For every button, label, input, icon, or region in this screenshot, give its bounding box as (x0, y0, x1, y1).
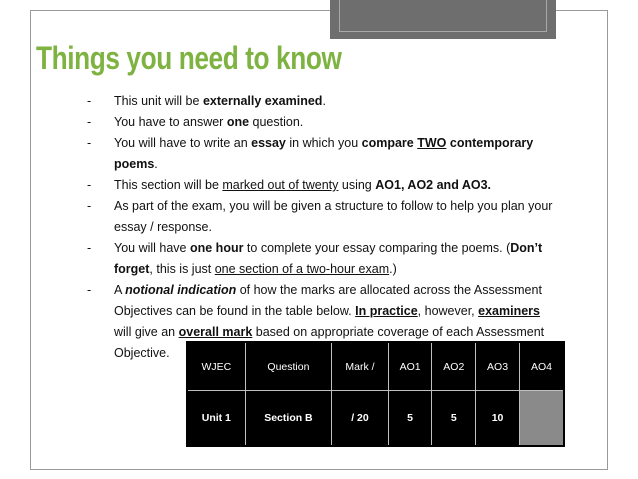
table-header-row (187, 342, 564, 391)
bullet-item (87, 133, 557, 175)
bullet-text: marked out of twenty (222, 178, 339, 192)
bullet-item (87, 196, 557, 238)
bullet-text: will give an (114, 325, 179, 339)
bullet-text: question. (249, 115, 304, 129)
bullet-text: This section will be (114, 178, 223, 192)
bullet-dash: - (87, 178, 92, 192)
bullet-text: essay (251, 136, 286, 150)
cell-unit: Unit 1 (187, 391, 245, 446)
cell-mark: / 20 (332, 391, 388, 446)
bullet-text: to complete your essay comparing the poems. ( (243, 241, 511, 255)
bullet-list (87, 91, 557, 364)
bullet-text: . (322, 94, 326, 108)
bullet-dash: - (87, 283, 92, 297)
bullet-text: compare (361, 136, 414, 150)
bullet-dash: - (87, 241, 92, 255)
bullet-text: examiners (478, 304, 540, 318)
bullet-text: one section of a two-hour exam (214, 262, 390, 276)
bullet-text: . (154, 157, 158, 171)
bullet-item (87, 175, 557, 196)
bullet-text: As part of the exam, you will be given a structure to follow to help you plan your essay / response. (114, 199, 553, 234)
header-ao1: AO1 (388, 342, 432, 391)
bullet-text: In practice (355, 304, 418, 318)
bullet-dash: - (87, 136, 92, 150)
bullet-text: one (226, 115, 250, 129)
bullet-item (87, 238, 557, 280)
bullet-item (87, 91, 557, 112)
bullet-text: overall mark (178, 325, 253, 339)
bullet-text: .) (389, 262, 397, 276)
bullet-text: , this is just (149, 262, 215, 276)
bullet-text: A (114, 283, 126, 297)
bullet-dash: - (87, 115, 92, 129)
cell-ao4 (519, 391, 564, 446)
bullet-text: AO1, AO2 and AO3. (375, 178, 492, 192)
header-decoration-inner (339, 0, 547, 32)
bullet-text: of how the marks are allocated across the Assessment Objectives can be found in the table below. (114, 283, 542, 318)
assessment-table (186, 341, 565, 447)
header-mark: Mark / (332, 342, 388, 391)
header-ao2: AO2 (432, 342, 476, 391)
cell-question: Section B (245, 391, 332, 446)
bullet-dash: - (87, 199, 92, 213)
bullet-text: This unit will be (114, 94, 203, 108)
bullet-item (87, 112, 557, 133)
bullet-text: Don’t forget (114, 241, 543, 276)
bullet-text: TWO (417, 136, 447, 150)
slide-title: Things you need to know (36, 40, 342, 76)
bullet-dash: - (87, 94, 92, 108)
bullet-text: You will have (114, 241, 190, 255)
cell-ao2: 5 (432, 391, 476, 446)
table-row (187, 391, 564, 446)
bullet-text: based on appropriate coverage of each Assessment Objective. (114, 325, 545, 360)
bullet-text: You will have to write an (114, 136, 252, 150)
bullet-text: You have to answer (114, 115, 227, 129)
cell-ao3: 10 (476, 391, 520, 446)
header-decoration-box (330, 0, 556, 39)
header-ao4: AO4 (519, 342, 564, 391)
header-wjec: WJEC (187, 342, 245, 391)
header-question: Question (245, 342, 332, 391)
bullet-text: in which you (285, 136, 362, 150)
bullet-text: notional indication (125, 283, 237, 297)
cell-ao1: 5 (388, 391, 432, 446)
bullet-text: , however, (417, 304, 479, 318)
header-ao3: AO3 (476, 342, 520, 391)
bullet-text: one hour (189, 241, 244, 255)
bullet-text: contemporary poems (114, 136, 534, 171)
bullet-text: externally examined (202, 94, 323, 108)
bullet-text: using (338, 178, 376, 192)
